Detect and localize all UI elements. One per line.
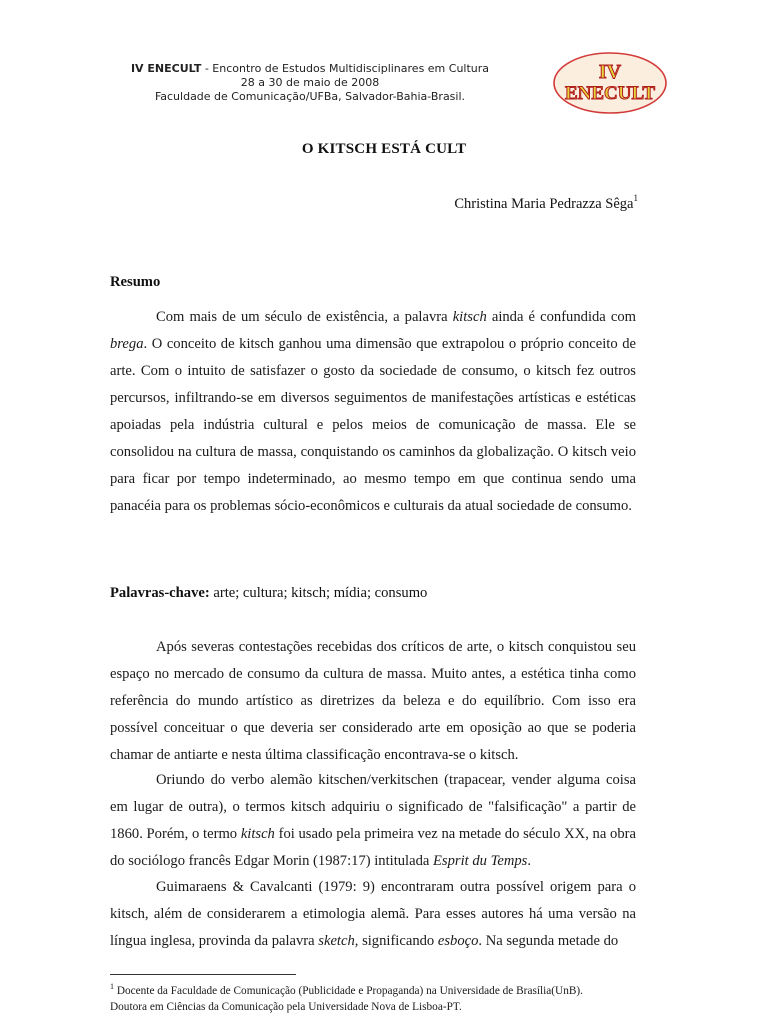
- logo-line1: IV: [598, 61, 622, 83]
- author-footnote-ref: 1: [633, 193, 638, 203]
- term-brega: brega: [110, 336, 144, 352]
- keywords-list: arte; cultura; kitsch; mídia; consumo: [209, 585, 428, 601]
- author-line: [454, 193, 638, 213]
- body-paragraph-1: Após severas contestações recebidas dos críticos de arte, o kitsch conquistou seu espaço no mercado de consumo da cultura de massa. Muito antes, a estética tinha como referência do mundo artístico as diretrizes da beleza e do equilíbrio. Com isso era possível conceituar o que deveria ser considerado arte em oposição ao que se poderia chamar de antiarte e nesta última classificação encontrava-se o kitsch.: [110, 639, 636, 763]
- term-kitsch: kitsch: [452, 309, 487, 325]
- abstract-heading: Resumo: [110, 274, 161, 290]
- header-dates: 28 a 30 de maio de 2008: [240, 76, 380, 89]
- footnote-separator: [110, 974, 296, 975]
- body-paragraph-3: Guimaraens & Cavalcanti (1979: 9) encontraram outra possível origem para o kitsch, além de considerarem a etimologia alemã. Para esses autores há uma versão na língua inglesa, provinda da palavra sketch, significando esboço. Na segunda metade do: [110, 879, 636, 949]
- author-name: Christina Maria Pedrazza Sêga: [454, 196, 634, 212]
- footnote-number: 1: [110, 982, 114, 991]
- term-esboco: esboço: [437, 933, 479, 949]
- abstract-paragraph: Com mais de um século de existência, a palavra kitsch ainda é confundida com brega. O conceito de kitsch ganhou uma dimensão que extrapolou o próprio conceito de arte. Com o intuito de satisfazer o gosto da sociedade de consumo, o kitsch fez outros percursos, infiltrando-se em diversos seguimentos de manifestações artísticas e estéticas apoiadas pela indústria cultural e pelos meios de comunicação de massa. Ele se consolidou na cultura de massa, conquistando os caminhos da globalização. O kitsch veio para ficar por tempo indeterminado, ao mesmo tempo em que continua sendo uma panacéia para os problemas sócio-econômicos e culturais da atual sociedade de consumo.: [110, 309, 636, 514]
- enecult-logo: [552, 51, 668, 115]
- keywords-label: Palavras-chave:: [110, 585, 210, 601]
- footnote-line-2: Doutora em Ciências da Comunicação pela Universidade Nova de Lisboa-PT.: [110, 1001, 462, 1013]
- term-kitsch-2: kitsch: [240, 826, 275, 842]
- logo-line2: ENECULT: [564, 83, 656, 104]
- keywords-line: [110, 585, 427, 602]
- header-event-line: [110, 62, 510, 76]
- footnote-line-1: $^1$ Docente da Faculdade de Comunicação (Publicidade e Propaganda) na Universidade de Brasília(UnB).: [110, 982, 583, 997]
- term-sketch: sketch: [318, 933, 355, 949]
- work-title: Esprit du Temps: [433, 853, 528, 869]
- conference-header: [110, 62, 510, 104]
- header-event-name: IV ENECULT: [130, 62, 202, 75]
- footnote: [110, 979, 670, 1015]
- body-paragraph-2: Oriundo do verbo alemão kitschen/verkitschen (trapacear, vender alguma coisa em lugar de outra), o termos kitsch adquiriu o significado de "falsificação" a partir de 1860. Porém, o termo kitsch foi usado pela primeira vez na metade do século XX, na obra do sociólogo francês Edgar Morin (1987:17) intitulada Esprit du Temps.: [110, 772, 636, 869]
- header-event-description: - Encontro de Estudos Multidisciplinares em Cultura: [201, 62, 490, 75]
- header-venue: Faculdade de Comunicação/UFBa, Salvador-Bahia-Brasil.: [154, 90, 466, 103]
- paper-title: O KITSCH ESTÁ CULT: [301, 141, 467, 157]
